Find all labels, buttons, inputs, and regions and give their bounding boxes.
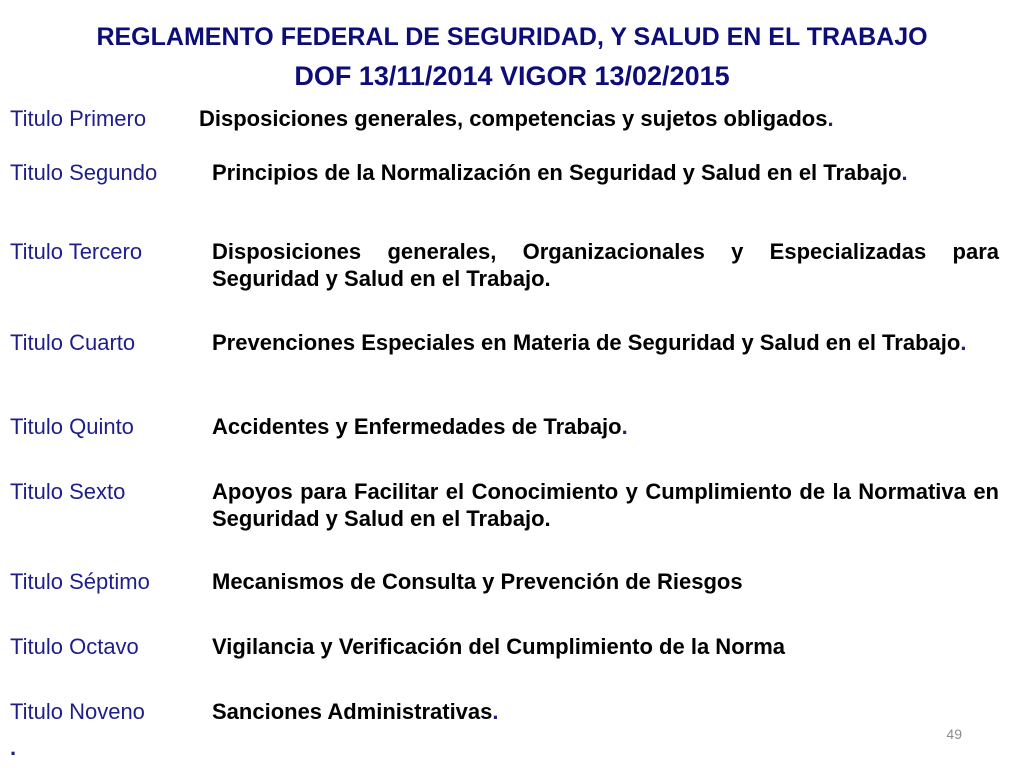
titulo-dot: .	[492, 699, 499, 724]
titulo-text: Vigilancia y Verificación del Cumplimiento de la Norma	[212, 634, 785, 659]
titulo-description	[212, 478, 999, 532]
titulo-description	[212, 329, 999, 356]
titulo-label: Titulo Séptimo	[10, 569, 150, 594]
titulo-description	[212, 568, 999, 595]
page-number: 49	[946, 726, 962, 742]
titulo-label: Titulo Octavo	[10, 634, 139, 659]
titulo-text: Mecanismos de Consulta y Prevención de Riesgos	[212, 569, 743, 594]
titulo-label: Titulo Primero	[10, 106, 147, 131]
titulo-label: Titulo Cuarto	[10, 330, 136, 355]
titulo-description	[212, 413, 999, 440]
titulo-label: Titulo Segundo	[10, 160, 158, 185]
titulo-text: Principios de la Normalización en Seguridad y Salud en el Trabajo	[212, 160, 902, 185]
titulo-description	[199, 105, 999, 132]
titulo-text: Disposiciones generales, Organizacionales y Especializadas para Seguridad y Salud en el Trabajo.	[212, 239, 999, 291]
titulo-label: Titulo Tercero	[10, 239, 143, 264]
titulo-text: Apoyos para Facilitar el Conocimiento y Cumplimiento de la Normativa en Seguridad y Salud en el Trabajo.	[212, 479, 999, 531]
titulo-dot: .	[621, 414, 628, 439]
titulo-text: Disposiciones generales, competencias y sujetos obligados	[199, 106, 828, 131]
titulo-text: Sanciones Administrativas	[212, 699, 493, 724]
titulo-dot: .	[960, 330, 967, 355]
titulo-label: Titulo Sexto	[10, 479, 126, 504]
slide-title-line-2: DOF 13/11/2014 VIGOR 13/02/2015	[294, 61, 730, 91]
titulo-description	[212, 698, 999, 725]
titulo-label: Titulo Noveno	[10, 699, 145, 724]
titulo-label: Titulo Quinto	[10, 414, 134, 439]
titulo-description	[212, 633, 999, 660]
slide-title-line-1: REGLAMENTO FEDERAL DE SEGURIDAD, Y SALUD EN EL TRABAJO	[96, 23, 928, 51]
titulo-text: Prevenciones Especiales en Materia de Seguridad y Salud en el Trabajo	[212, 330, 961, 355]
titulo-dot: .	[901, 160, 908, 185]
titulo-text: Accidentes y Enfermedades de Trabajo	[212, 414, 622, 439]
titulo-description	[212, 159, 999, 186]
titulo-description	[212, 238, 999, 292]
titulo-dot: .	[827, 106, 834, 131]
stray-dot: .	[10, 735, 17, 760]
